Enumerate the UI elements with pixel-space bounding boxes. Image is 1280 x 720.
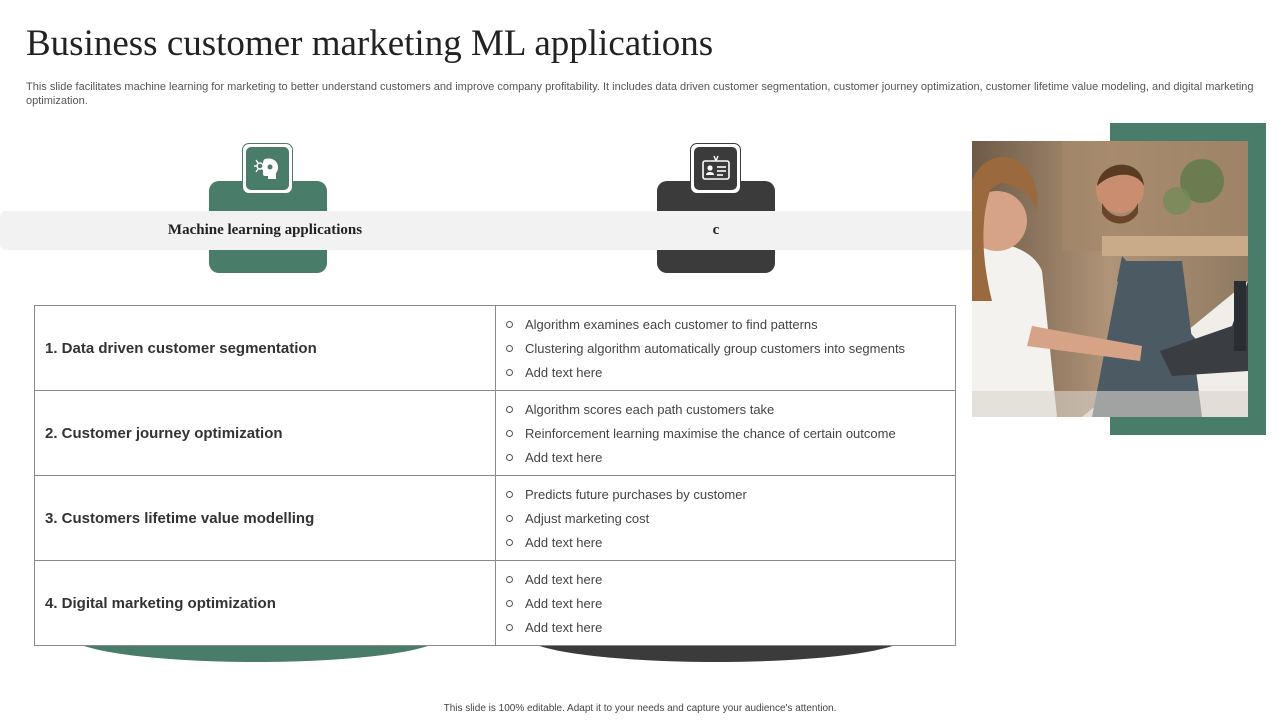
list-item (506, 592, 955, 616)
list-item (506, 445, 955, 469)
bullet-circle-icon (506, 321, 513, 328)
row-label: 1. Data driven customer segmentation (35, 306, 496, 390)
bullet-circle-icon (506, 345, 513, 352)
bullet-text: Predicts future purchases by customer (525, 486, 747, 502)
list-item (506, 568, 955, 592)
bullet-text: Add text here (525, 364, 603, 380)
table-row (35, 476, 955, 561)
bullet-text: Adjust marketing cost (525, 510, 650, 526)
list-item (506, 336, 955, 360)
list-item (506, 312, 955, 336)
row-points (496, 561, 955, 646)
slide-title: Business customer marketing ML applications (26, 23, 714, 64)
bullet-circle-icon (506, 576, 513, 583)
team-photo (972, 141, 1248, 417)
row-points (496, 476, 955, 560)
id-card-icon (699, 152, 733, 186)
head-ai-icon (251, 152, 285, 186)
applications-table (34, 305, 956, 646)
list-item (506, 421, 955, 445)
list-item (506, 506, 955, 530)
bullet-circle-icon (506, 600, 513, 607)
right-icon-box (690, 143, 741, 194)
table-row (35, 306, 955, 391)
bullet-text: Add text here (525, 572, 603, 587)
bullet-circle-icon (506, 454, 513, 461)
bullet-text: Clustering algorithm automatically group customers into segments (525, 340, 906, 356)
row-label: 4. Digital marketing optimization (35, 561, 496, 646)
row-points (496, 391, 955, 475)
left-icon-box (242, 143, 293, 194)
bullet-text: Add text here (525, 596, 603, 611)
bullet-circle-icon (506, 515, 513, 522)
table-row (35, 561, 955, 646)
row-label: 3. Customers lifetime value modelling (35, 476, 496, 560)
list-item (506, 397, 955, 421)
bullet-circle-icon (506, 406, 513, 413)
bullet-circle-icon (506, 624, 513, 631)
left-column-heading: Machine learning applications (167, 222, 363, 238)
bullet-circle-icon (506, 491, 513, 498)
table-row (35, 391, 955, 476)
bullet-text: Algorithm examines each customer to find patterns (525, 316, 818, 332)
row-points (496, 306, 955, 390)
bullet-circle-icon (506, 430, 513, 437)
slide-footer: This slide is 100% editable. Adapt it to your needs and capture your audience's attention. (443, 703, 837, 714)
list-item (506, 530, 955, 554)
slide-subtitle: This slide facilitates machine learning for marketing to better understand customers and improve company profitability. It includes data driven customer segmentation, customer journey optimization, customer lifetime value modeling, and digital marketing optimization. (26, 81, 1254, 107)
row-label: 2. Customer journey optimization (35, 391, 496, 475)
list-item (506, 616, 955, 640)
bullet-text: Add text here (525, 620, 603, 635)
bullet-circle-icon (506, 369, 513, 376)
bullet-text: Add text here (525, 534, 603, 550)
bullet-text: Algorithm scores each path customers take (525, 401, 775, 417)
people-working-illustration (972, 141, 1248, 417)
bullet-text: Reinforcement learning maximise the chance of certain outcome (525, 425, 896, 441)
list-item (506, 360, 955, 384)
bullet-circle-icon (506, 539, 513, 546)
list-item (506, 482, 955, 506)
bullet-text: Add text here (525, 449, 603, 465)
right-column-heading: c (712, 222, 720, 238)
